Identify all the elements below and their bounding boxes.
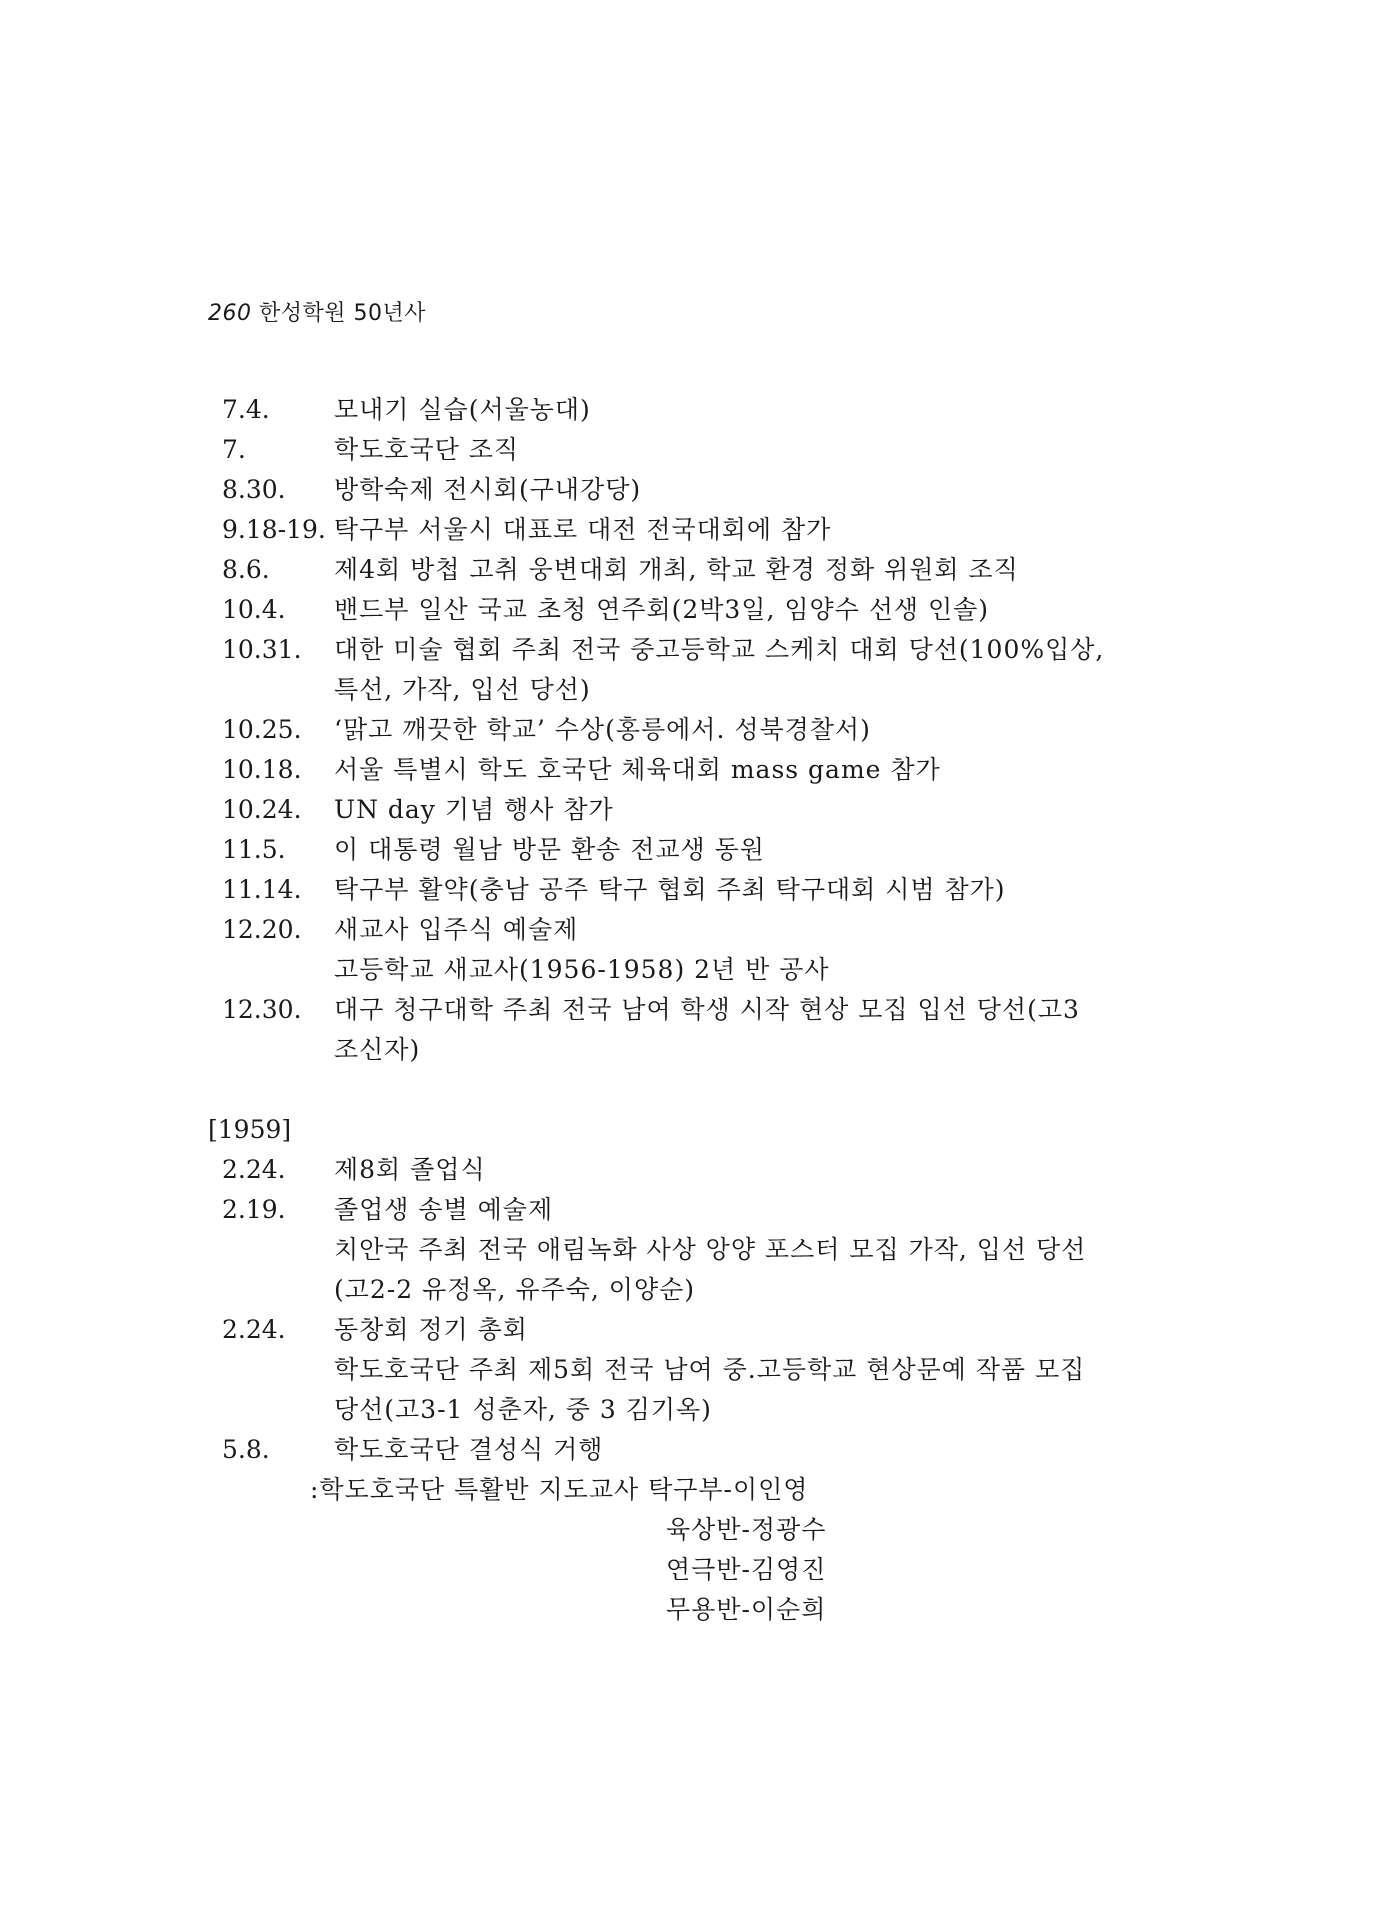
entry-date: 10.25. <box>222 715 302 744</box>
entry-date: 8.6. <box>222 555 270 584</box>
entry-text-line: 새교사 입주식 예술제 <box>334 915 579 944</box>
entry-body <box>334 390 1168 430</box>
roster-item: 무용반-이순희 <box>666 1595 827 1624</box>
entry-text-line: 모내기 실습(서울농대) <box>334 395 591 424</box>
entry-text-line: ‘맑고 깨끗한 학교’ 수상(홍릉에서. 성북경찰서) <box>334 715 871 744</box>
entry-text-line: 고등학교 새교사(1956-1958) 2년 반 공사 <box>334 955 830 984</box>
page-header <box>208 296 426 327</box>
entry-date: 12.20. <box>222 915 302 944</box>
chronology-entry <box>208 1150 1168 1190</box>
chronology-entry <box>208 1190 1168 1310</box>
entry-text-line: 제8회 졸업식 <box>334 1155 486 1184</box>
chronology-entry <box>208 590 1168 630</box>
entry-text-line: 학도호국단 결성식 거행 <box>334 1435 604 1464</box>
entry-date: 11.14. <box>222 875 302 904</box>
entry-body <box>334 830 1168 870</box>
entry-body <box>334 1310 1168 1430</box>
entry-text-line: 탁구부 활약(충남 공주 탁구 협회 주최 탁구대회 시범 참가) <box>334 875 1006 904</box>
entries-1958 <box>208 390 1168 1070</box>
entry-body <box>334 430 1168 470</box>
entry-body <box>334 470 1168 510</box>
roster-item: 탁구부-이인영 <box>648 1475 809 1504</box>
year-heading: [1959] <box>208 1115 292 1144</box>
entry-body <box>334 510 1168 550</box>
entry-date: 2.24. <box>222 1155 286 1184</box>
chronology-entry <box>208 910 1168 990</box>
entry-body <box>334 750 1168 790</box>
entry-date: 10.24. <box>222 795 302 824</box>
entry-text-line: 당선(고3-1 성춘자, 중 3 김기옥) <box>334 1395 712 1424</box>
chronology-entry <box>208 510 1168 550</box>
entry-date: 2.19. <box>222 1195 286 1224</box>
entry-text-line: 졸업생 송별 예술제 <box>334 1195 554 1224</box>
chronology-entry <box>208 790 1168 830</box>
entry-date: 12.30. <box>222 995 302 1024</box>
entry-date: 5.8. <box>222 1435 270 1464</box>
entry-text-line: (고2-2 유정옥, 유주숙, 이양순) <box>334 1275 696 1304</box>
entry-body <box>334 1190 1168 1310</box>
chronology-entry <box>208 430 1168 470</box>
entry-text-line: 조신자) <box>334 1035 421 1064</box>
chronology-entry <box>208 870 1168 910</box>
chronology-content <box>208 390 1168 1630</box>
entry-date: 8.30. <box>222 475 286 504</box>
chronology-entry <box>208 390 1168 430</box>
chronology-entry <box>208 710 1168 750</box>
entry-date: 10.31. <box>222 635 302 664</box>
roster-item: 연극반-김영진 <box>666 1555 827 1584</box>
chronology-entry <box>208 1430 1168 1470</box>
entry-date: 10.4. <box>222 595 286 624</box>
chronology-entry <box>208 750 1168 790</box>
entry-text-line: 밴드부 일산 국교 초청 연주회(2박3일, 임양수 선생 인솔) <box>334 595 990 624</box>
chronology-entry <box>208 470 1168 510</box>
entry-text-line: 제4회 방첩 고취 웅변대회 개최, 학교 환경 정화 위원회 조직 <box>334 555 1019 584</box>
entry-text-line: 특선, 가작, 입선 당선) <box>334 675 591 704</box>
roster <box>208 1470 1168 1630</box>
entry-text-line: 치안국 주최 전국 애림녹화 사상 앙양 포스터 모집 가작, 입선 당선 <box>334 1235 1087 1264</box>
entry-text-line: 대한 미술 협회 주최 전국 중고등학교 스케치 대회 당선(100%입상, <box>334 635 1105 664</box>
entry-body <box>334 590 1168 630</box>
entry-text-line: UN day 기념 행사 참가 <box>334 795 614 824</box>
entry-text-line: 학도호국단 주최 제5회 전국 남여 중.고등학교 현상문예 작품 모집 <box>334 1355 1086 1384</box>
entry-text-line: 대구 청구대학 주최 전국 남여 학생 시작 현상 모집 입선 당선(고3 <box>334 995 1080 1024</box>
entry-body <box>334 710 1168 750</box>
chronology-entry <box>208 550 1168 590</box>
entry-body <box>334 550 1168 590</box>
entry-text-line: 동창회 정기 총회 <box>334 1315 528 1344</box>
entry-body <box>334 630 1168 710</box>
entries-1959 <box>208 1150 1168 1470</box>
entry-date: 10.18. <box>222 755 302 784</box>
entry-date: 9.18-19. <box>222 515 326 544</box>
roster-intro: :학도호국단 특활반 지도교사 <box>310 1475 640 1504</box>
entry-body <box>334 990 1168 1070</box>
chronology-entry <box>208 630 1168 710</box>
entry-body <box>334 1150 1168 1190</box>
entry-body <box>334 870 1168 910</box>
entry-text-line: 학도호국단 조직 <box>334 435 519 464</box>
entry-text-line: 이 대통령 월남 방문 환송 전교생 동원 <box>334 835 765 864</box>
book-title: 한성학원 50년사 <box>259 301 426 326</box>
chronology-entry <box>208 990 1168 1070</box>
entry-text-line: 서울 특별시 학도 호국단 체육대회 mass game 참가 <box>334 755 941 784</box>
entry-date: 2.24. <box>222 1315 286 1344</box>
roster-item: 육상반-정광수 <box>666 1515 827 1544</box>
entry-body <box>334 910 1168 990</box>
entry-body <box>334 790 1168 830</box>
entry-text-line: 방학숙제 전시회(구내강당) <box>334 475 642 504</box>
page-number: 260 <box>208 301 252 326</box>
entry-date: 11.5. <box>222 835 286 864</box>
entry-date: 7.4. <box>222 395 270 424</box>
entry-date: 7. <box>222 435 246 464</box>
roster-line-first <box>208 1470 1168 1510</box>
chronology-entry <box>208 830 1168 870</box>
entry-text-line: 탁구부 서울시 대표로 대전 전국대회에 참가 <box>333 515 832 544</box>
chronology-entry <box>208 1310 1168 1430</box>
entry-body <box>334 1430 1168 1470</box>
